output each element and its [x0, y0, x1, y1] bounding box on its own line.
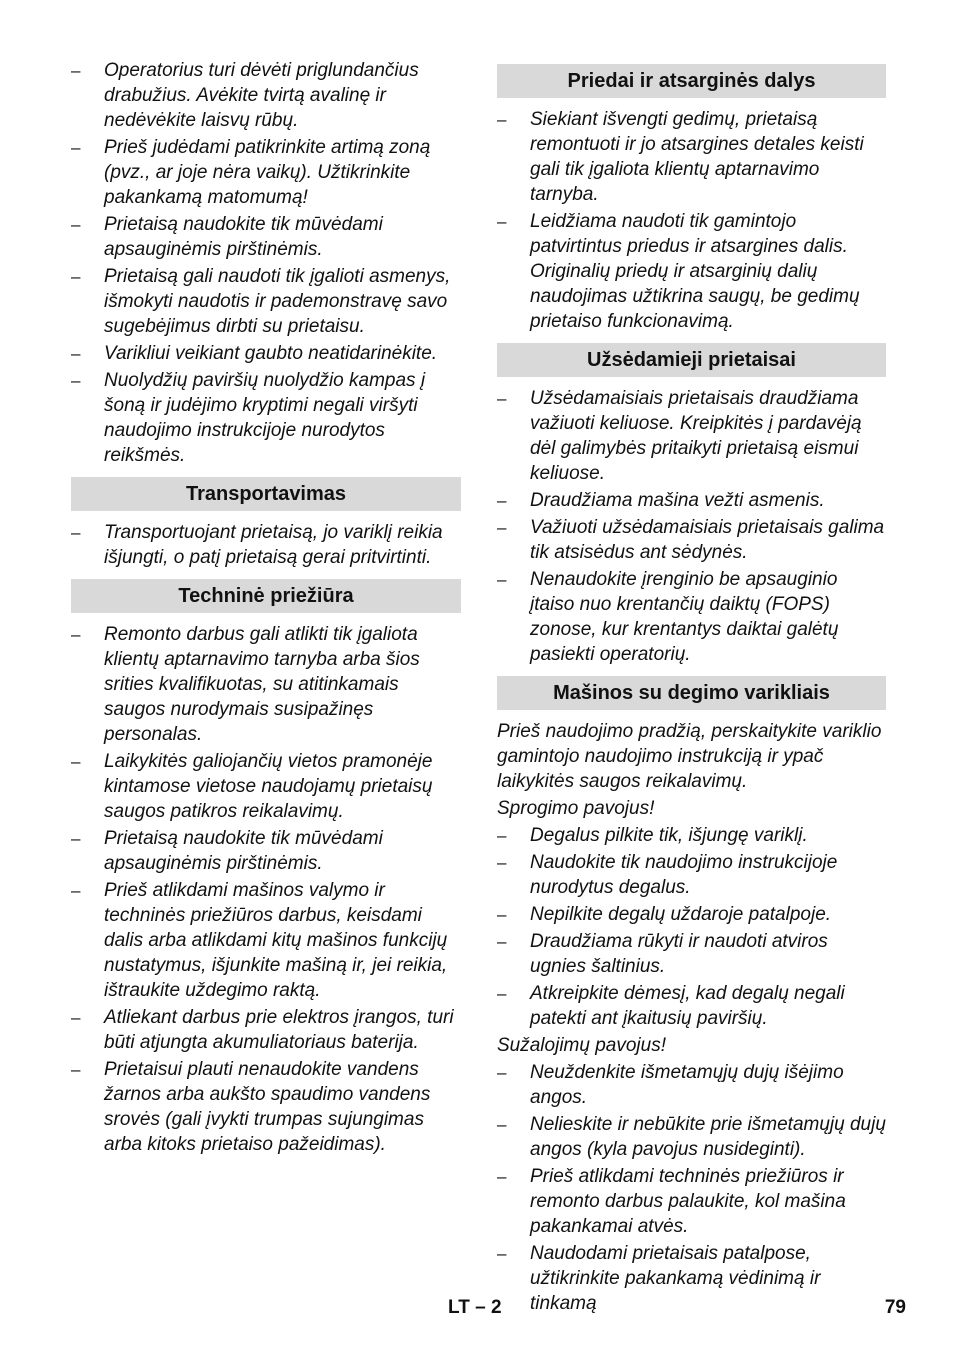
bullet-dash: –	[497, 110, 507, 129]
bullet-dash: –	[497, 1063, 507, 1082]
section-heading-transport: Transportavimas	[71, 477, 461, 511]
bullet-dash: –	[71, 625, 81, 644]
list-item	[497, 209, 886, 334]
footer-section-page: – 2	[475, 1297, 502, 1318]
list-item	[71, 135, 461, 210]
list-item	[497, 981, 886, 1031]
accessories-list	[497, 107, 886, 334]
bullet-dash: –	[71, 881, 81, 900]
list-item	[497, 488, 886, 513]
bullet-dash: –	[71, 138, 81, 157]
bullet-dash: –	[497, 1115, 507, 1134]
list-item	[71, 826, 461, 876]
list-item	[497, 107, 886, 207]
intro-safety-list	[71, 58, 461, 468]
transport-list	[71, 520, 461, 570]
list-item-text: Neuždenkite išmetamųjų dujų išėjimo angos.	[530, 1062, 844, 1108]
list-item-text: Leidžiama naudoti tik gamintojo patvirtintus priedus ir atsargines dalis. Originalių priedų ir atsarginių dalių naudojimas užtikrina saugų, be gedimų prietaiso funkcionavimą.	[530, 211, 860, 332]
bullet-dash: –	[497, 853, 507, 872]
bullet-dash: –	[497, 518, 507, 537]
list-item	[71, 1005, 461, 1055]
list-item-text: Prieš judėdami patikrinkite artimą zoną (pvz., ar joje nėra vaikų). Užtikrinkite pakankamą matomumą!	[104, 137, 431, 208]
list-item-text: Draudžiama rūkyti ir naudoti atviros ugnies šaltinius.	[530, 931, 828, 977]
list-item	[71, 341, 461, 366]
left-column	[71, 58, 461, 1159]
list-item	[497, 929, 886, 979]
list-item	[71, 749, 461, 824]
bullet-dash: –	[71, 215, 81, 234]
list-item-text: Remonto darbus gali atlikti tik įgaliota klientų aptarnavimo tarnyba arba šios srities kvalifikuotas, su atitinkamais saugos nurodymais susipažinęs personalas.	[104, 624, 420, 745]
list-item-text: Prietaisą naudokite tik mūvėdami apsauginėmis pirštinėmis.	[104, 828, 383, 874]
list-item	[71, 264, 461, 339]
list-item	[497, 902, 886, 927]
list-item	[497, 1164, 886, 1239]
bullet-dash: –	[71, 752, 81, 771]
bullet-dash: –	[497, 826, 507, 845]
list-item	[71, 878, 461, 1003]
list-item-text: Nuolydžių paviršių nuolydžio kampas į šoną ir judėjimo kryptimi negali viršyti naudojimo instrukcijoje nurodytos reikšmės.	[104, 370, 426, 466]
list-item	[497, 1060, 886, 1110]
section-heading-maintenance: Techninė priežiūra	[71, 579, 461, 613]
list-item-text: Prietaisą gali naudoti tik įgalioti asmenys, išmokyti naudotis ir pademonstravę savo sugebėjimus dirbti su prietaisu.	[104, 266, 451, 337]
bullet-dash: –	[497, 905, 507, 924]
bullet-dash: –	[497, 1167, 507, 1186]
list-item-text: Nenaudokite įrenginio be apsauginio įtaiso nuo krentančių daiktų (FOPS) zonose, kur krentantys daiktai galėtų pasiekti operatorių.	[530, 569, 839, 665]
list-item-text: Nepilkite degalų uždaroje patalpoje.	[530, 904, 832, 925]
bullet-dash: –	[71, 344, 81, 363]
list-item	[497, 850, 886, 900]
bullet-dash: –	[71, 61, 81, 80]
combustion-intro: Prieš naudojimo pradžią, perskaitykite variklio gamintojo naudojimo instrukciją ir ypač laikykitės saugos reikalavimų.	[497, 721, 882, 792]
list-item-text: Prieš atlikdami mašinos valymo ir techninės priežiūros darbus, keisdami dalis arba atlikdami kitų mašinos funkcijų nustatymus, išjunkite mašiną ir, jei reikia, ištraukite uždegimo raktą.	[104, 880, 448, 1001]
list-item-text: Laikykitės galiojančių vietos pramonėje kintamose vietose naudojamų prietaisų saugos patikros reikalavimų.	[104, 751, 433, 822]
list-item-text: Naudodami prietaisais patalpose, užtikrinkite pakankamą vėdinimą ir tinkamą	[530, 1243, 821, 1314]
list-item	[497, 1112, 886, 1162]
list-item-text: Operatorius turi dėvėti priglundančius drabužius. Avėkite tvirtą avalinę ir nedėvėkite laisvų rūbų.	[104, 60, 419, 131]
list-item	[71, 622, 461, 747]
list-item-text: Varikliui veikiant gaubto neatidarinėkite.	[104, 343, 438, 364]
list-item-text: Važiuoti užsėdamaisiais prietaisais galima tik atsisėdus ant sėdynės.	[530, 517, 885, 563]
list-item-text: Atkreipkite dėmesį, kad degalų negali patekti ant įkaitusių paviršių.	[530, 983, 845, 1029]
injury-hazard-list	[497, 1060, 886, 1316]
list-item	[497, 515, 886, 565]
list-item-text: Užsėdamaisiais prietaisais draudžiama važiuoti keliuose. Kreipkitės į pardavėją dėl galimybės pritaikyti prietaisą eismui keliuose.	[530, 388, 862, 484]
list-item-text: Transportuojant prietaisą, jo variklį reikia išjungti, o patį prietaisą gerai pritvirtinti.	[104, 522, 443, 568]
list-item	[497, 1241, 886, 1316]
list-item	[497, 386, 886, 486]
list-item-text: Prieš atlikdami techninės priežiūros ir remonto darbus palaukite, kol mašina pakankamai atvės.	[530, 1166, 846, 1237]
bullet-dash: –	[497, 932, 507, 951]
bullet-dash: –	[497, 984, 507, 1003]
list-item	[71, 58, 461, 133]
list-item	[71, 212, 461, 262]
bullet-dash: –	[497, 570, 507, 589]
list-item-text: Draudžiama mašina vežti asmenis.	[530, 490, 825, 511]
section-heading-combustion: Mašinos su degimo varikliais	[497, 676, 886, 710]
section-heading-accessories: Priedai ir atsarginės dalys	[497, 64, 886, 98]
list-item	[71, 520, 461, 570]
bullet-dash: –	[71, 523, 81, 542]
list-item-text: Nelieskite ir nebūkite prie išmetamųjų dujų angos (kyla pavojus nusideginti).	[530, 1114, 886, 1160]
bullet-dash: –	[497, 1244, 507, 1263]
list-item-text: Naudokite tik naudojimo instrukcijoje nurodytus degalus.	[530, 852, 838, 898]
footer-language-section	[448, 1297, 502, 1319]
maintenance-list	[71, 622, 461, 1157]
bullet-dash: –	[71, 267, 81, 286]
injury-hazard-label: Sužalojimų pavojus!	[497, 1035, 666, 1056]
list-item-text: Degalus pilkite tik, išjungę variklį.	[530, 825, 808, 846]
bullet-dash: –	[71, 1060, 81, 1079]
bullet-dash: –	[71, 829, 81, 848]
list-item	[71, 1057, 461, 1157]
right-column	[497, 58, 886, 1318]
bullet-dash: –	[71, 1008, 81, 1027]
ride-on-list	[497, 386, 886, 667]
explosion-hazard-list	[497, 823, 886, 1031]
list-item-text: Prietaisą naudokite tik mūvėdami apsauginėmis pirštinėmis.	[104, 214, 383, 260]
list-item-text: Prietaisui plauti nenaudokite vandens žarnos arba aukšto spaudimo vandens srovės (gali įvykti trumpas sujungimas arba kitoks prietaiso pažeidimas).	[104, 1059, 431, 1155]
list-item-text: Siekiant išvengti gedimų, prietaisą remontuoti ir jo atsargines detales keisti gali tik įgaliota klientų aptarnavimo tarnyba.	[530, 109, 864, 205]
bullet-dash: –	[497, 212, 507, 231]
list-item	[71, 368, 461, 468]
bullet-dash: –	[497, 389, 507, 408]
bullet-dash: –	[71, 371, 81, 390]
footer-language: LT	[448, 1297, 470, 1318]
explosion-hazard-label: Sprogimo pavojus!	[497, 798, 655, 819]
list-item	[497, 823, 886, 848]
footer-page-number: 79	[884, 1297, 906, 1318]
list-item-text: Atliekant darbus prie elektros įrangos, turi būti atjungta akumuliatoriaus baterija.	[104, 1007, 454, 1053]
bullet-dash: –	[497, 491, 507, 510]
section-heading-ride-on: Užsėdamieji prietaisai	[497, 343, 886, 377]
list-item	[497, 567, 886, 667]
